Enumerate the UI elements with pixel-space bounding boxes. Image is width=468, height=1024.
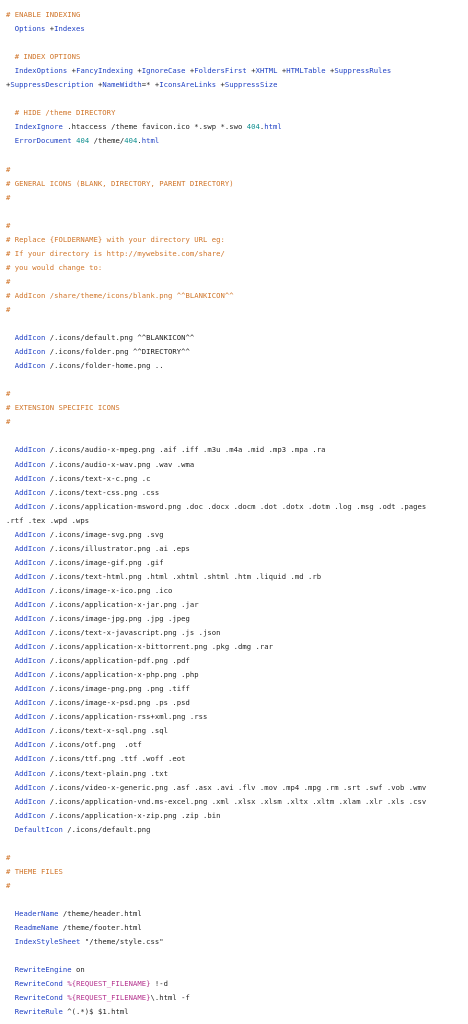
keyword-token: AddIcon bbox=[14, 810, 46, 820]
text-token bbox=[6, 488, 15, 497]
comment-token: # ENABLE INDEXING bbox=[6, 10, 81, 19]
keyword-token: DefaultIcon bbox=[14, 824, 63, 834]
keyword-token: AddIcon bbox=[14, 740, 46, 750]
keyword-token: ErrorDocument bbox=[14, 136, 72, 146]
text-token: /.icons/image-jpg.png .jpg .jpeg bbox=[45, 614, 190, 624]
variable-token: %{REQUEST_FILENAME} bbox=[67, 979, 151, 989]
code-line bbox=[6, 163, 466, 177]
code-line bbox=[6, 331, 466, 345]
text-token: ^(.*)$ $1.html bbox=[62, 1007, 129, 1017]
text-token: /.icons/audio-x-mpeg.png .aif .iff .m3u .m4a .mid .mp3 .mpa .ra bbox=[45, 445, 326, 455]
text-token: /.icons/text-x-sql.png .sql bbox=[45, 726, 168, 736]
keyword-token: IndexStyleSheet bbox=[14, 937, 81, 947]
keyword-token: AddIcon bbox=[14, 487, 46, 497]
text-token: "/theme/style.css" bbox=[80, 937, 164, 947]
keyword-token: XHTML bbox=[255, 66, 278, 76]
code-line bbox=[6, 823, 466, 837]
code-line bbox=[6, 795, 466, 809]
keyword-token: FoldersFirst bbox=[194, 66, 247, 76]
text-token: + bbox=[185, 66, 195, 76]
text-token bbox=[6, 783, 15, 792]
code-line bbox=[6, 359, 466, 373]
keyword-token: AddIcon bbox=[14, 361, 46, 371]
code-line bbox=[6, 401, 466, 415]
code-line bbox=[6, 514, 466, 528]
code-line bbox=[6, 148, 466, 162]
keyword-token: AddIcon bbox=[14, 656, 46, 666]
text-token: \.html -f bbox=[150, 993, 190, 1003]
text-token bbox=[6, 979, 15, 988]
comment-token: # EXTENSION SPECIFIC ICONS bbox=[6, 403, 120, 413]
code-line bbox=[6, 387, 466, 401]
text-token bbox=[6, 656, 15, 665]
keyword-token: html bbox=[141, 136, 160, 146]
comment-token: # Replace {FOLDERNAME} with your directory URL eg: bbox=[6, 234, 225, 244]
keyword-token: NameWidth bbox=[102, 80, 142, 90]
keyword-token: AddIcon bbox=[14, 712, 46, 722]
code-line bbox=[6, 612, 466, 626]
code-line bbox=[6, 696, 466, 710]
text-token bbox=[6, 136, 15, 145]
keyword-token: RewriteEngine bbox=[14, 965, 72, 975]
code-line bbox=[6, 458, 466, 472]
code-line bbox=[6, 233, 466, 247]
text-token: !-d bbox=[150, 979, 168, 989]
keyword-token: AddIcon bbox=[14, 599, 46, 609]
code-line bbox=[6, 654, 466, 668]
text-token: + bbox=[45, 24, 55, 34]
code-line bbox=[6, 275, 466, 289]
code-line bbox=[6, 781, 466, 795]
keyword-token: AddIcon bbox=[14, 768, 46, 778]
comment-token: # bbox=[6, 164, 11, 174]
text-token: /.icons/application-x-bittorrent.png .pkg .dmg .rar bbox=[45, 642, 274, 652]
text-token: /.icons/text-html.png .html .xhtml .shtml .htm .liquid .md .rb bbox=[45, 571, 322, 581]
text-token bbox=[6, 460, 15, 469]
text-token bbox=[6, 600, 15, 609]
code-line bbox=[6, 949, 466, 963]
number-token: 404 bbox=[246, 122, 260, 132]
code-line bbox=[6, 36, 466, 50]
keyword-token: IconsAreLinks bbox=[159, 80, 217, 90]
text-token bbox=[6, 530, 15, 539]
text-token bbox=[6, 572, 15, 581]
code-editor[interactable] bbox=[6, 8, 466, 1019]
text-token: /.icons/text-plain.png .txt bbox=[45, 768, 168, 778]
comment-token: # bbox=[6, 880, 11, 890]
code-line bbox=[6, 668, 466, 682]
text-token: /.icons/default.png bbox=[62, 824, 151, 834]
code-line bbox=[6, 247, 466, 261]
text-token: /.icons/text-x-c.png .c bbox=[45, 473, 151, 483]
text-token bbox=[6, 108, 15, 117]
code-line bbox=[6, 50, 466, 64]
text-token: + bbox=[132, 66, 142, 76]
code-line bbox=[6, 78, 466, 92]
code-line bbox=[6, 177, 466, 191]
text-token: /theme/ bbox=[89, 136, 125, 146]
keyword-token: AddIcon bbox=[14, 543, 46, 553]
code-line bbox=[6, 472, 466, 486]
keyword-token: AddIcon bbox=[14, 698, 46, 708]
keyword-token: AddIcon bbox=[14, 782, 46, 792]
text-token bbox=[6, 52, 15, 61]
text-token: /.icons/default.png ^^BLANKICON^^ bbox=[45, 333, 195, 343]
comment-token: # GENERAL ICONS (BLANK, DIRECTORY, PARENT DIRECTORY) bbox=[6, 178, 234, 188]
code-line bbox=[6, 289, 466, 303]
text-token: .htaccess /theme favicon.ico *.swp *.swo bbox=[62, 122, 247, 132]
code-line bbox=[6, 303, 466, 317]
comment-token: # INDEX OPTIONS bbox=[14, 52, 81, 62]
keyword-token: SuppressSize bbox=[224, 80, 278, 90]
keyword-token: AddIcon bbox=[14, 684, 46, 694]
keyword-token: IndexIgnore bbox=[14, 122, 63, 132]
comment-token: # AddIcon /share/theme/icons/blank.png ^^BLANKICON^^ bbox=[6, 290, 234, 300]
text-token: /.icons/application-x-php.png .php bbox=[45, 670, 199, 680]
text-token: /.icons/illustrator.png .ai .eps bbox=[45, 543, 190, 553]
code-line bbox=[6, 991, 466, 1005]
code-line bbox=[6, 261, 466, 275]
code-line bbox=[6, 556, 466, 570]
text-token bbox=[6, 965, 15, 974]
text-token bbox=[6, 628, 15, 637]
text-token bbox=[6, 586, 15, 595]
text-token bbox=[6, 754, 15, 763]
code-line bbox=[6, 500, 466, 514]
code-line bbox=[6, 120, 466, 134]
text-token: + bbox=[67, 66, 77, 76]
keyword-token: ReadmeName bbox=[14, 923, 59, 933]
code-line bbox=[6, 963, 466, 977]
code-line bbox=[6, 724, 466, 738]
code-line bbox=[6, 879, 466, 893]
text-token: /.icons/image-gif.png .gif bbox=[45, 557, 164, 567]
code-line bbox=[6, 570, 466, 584]
text-token: /.icons/application-msword.png .doc .docx .docm .dot .dotx .dotm .log .msg .odt .pages bbox=[45, 501, 427, 511]
text-token: + bbox=[6, 80, 11, 90]
text-token bbox=[6, 993, 15, 1002]
text-token bbox=[6, 347, 15, 356]
variable-token: %{REQUEST_FILENAME} bbox=[67, 993, 151, 1003]
comment-token: # bbox=[6, 220, 11, 230]
comment-token: # bbox=[6, 417, 11, 427]
keyword-token: RewriteCond bbox=[14, 979, 63, 989]
code-line bbox=[6, 893, 466, 907]
keyword-token: AddIcon bbox=[14, 670, 46, 680]
keyword-token: FancyIndexing bbox=[76, 66, 133, 76]
text-token: /.icons/image-x-ico.png .ico bbox=[45, 585, 173, 595]
text-token bbox=[6, 558, 15, 567]
text-token bbox=[6, 66, 15, 75]
code-line bbox=[6, 429, 466, 443]
code-line bbox=[6, 598, 466, 612]
code-line bbox=[6, 907, 466, 921]
code-line bbox=[6, 373, 466, 387]
keyword-token: SuppressDescription bbox=[10, 80, 94, 90]
text-token bbox=[6, 361, 15, 370]
keyword-token: AddIcon bbox=[14, 459, 46, 469]
text-token: /.icons/image-svg.png .svg bbox=[45, 529, 164, 539]
text-token: /.icons/folder.png ^^DIRECTORY^^ bbox=[45, 347, 190, 357]
text-token: /.icons/application-vnd.ms-excel.png .xml .xlsx .xlsm .xltx .xltm .xlam .xlr .xls .csv bbox=[45, 796, 427, 806]
text-token: /.icons/video-x-generic.png .asf .asx .avi .flv .mov .mp4 .mpg .rm .srt .swf .vob .wmv bbox=[45, 782, 427, 792]
keyword-token: AddIcon bbox=[14, 473, 46, 483]
keyword-token: AddIcon bbox=[14, 614, 46, 624]
code-line bbox=[6, 710, 466, 724]
text-token: /.icons/image-x-psd.png .ps .psd bbox=[45, 698, 190, 708]
text-token bbox=[6, 769, 15, 778]
text-token: . bbox=[259, 122, 265, 132]
keyword-token: Indexes bbox=[54, 24, 85, 34]
code-line bbox=[6, 865, 466, 879]
keyword-token: AddIcon bbox=[14, 333, 46, 343]
code-line bbox=[6, 682, 466, 696]
number-token: 404 bbox=[76, 136, 90, 146]
comment-token: # HIDE /theme DIRECTORY bbox=[14, 108, 116, 118]
text-token: + bbox=[93, 80, 103, 90]
code-line bbox=[6, 921, 466, 935]
code-line bbox=[6, 752, 466, 766]
code-line bbox=[6, 809, 466, 823]
keyword-token: html bbox=[264, 122, 282, 132]
code-line bbox=[6, 767, 466, 781]
code-line bbox=[6, 738, 466, 752]
code-line bbox=[6, 542, 466, 556]
text-token bbox=[6, 740, 15, 749]
keyword-token: AddIcon bbox=[14, 557, 46, 567]
text-token bbox=[6, 502, 15, 511]
code-line bbox=[6, 837, 466, 851]
text-token bbox=[6, 1007, 15, 1016]
text-token: /theme/header.html bbox=[58, 909, 142, 918]
keyword-token: AddIcon bbox=[14, 628, 46, 638]
text-token bbox=[6, 474, 15, 483]
text-token bbox=[6, 544, 15, 553]
code-line bbox=[6, 317, 466, 331]
comment-token: # THEME FILES bbox=[6, 866, 63, 876]
code-line bbox=[6, 64, 466, 78]
text-token: /.icons/text-css.png .css bbox=[45, 487, 160, 497]
text-token: + bbox=[216, 80, 225, 90]
text-token bbox=[6, 726, 15, 735]
code-line bbox=[6, 205, 466, 219]
code-line bbox=[6, 92, 466, 106]
text-token: /.icons/image-png.png .png .tiff bbox=[45, 684, 190, 694]
comment-token: # bbox=[6, 192, 11, 202]
code-line bbox=[6, 191, 466, 205]
text-token bbox=[6, 698, 15, 707]
text-token bbox=[6, 24, 15, 33]
code-line bbox=[6, 851, 466, 865]
text-token: /.icons/application-x-zip.png .zip .bin bbox=[45, 810, 221, 820]
keyword-token: AddIcon bbox=[14, 754, 46, 764]
code-line bbox=[6, 977, 466, 991]
keyword-token: RewriteRule bbox=[14, 1007, 63, 1017]
code-line bbox=[6, 443, 466, 457]
comment-token: # bbox=[6, 389, 11, 399]
text-token: + bbox=[246, 66, 256, 76]
comment-token: # bbox=[6, 852, 11, 862]
code-line bbox=[6, 1005, 466, 1019]
text-token bbox=[6, 712, 15, 721]
text-token bbox=[6, 614, 15, 623]
text-token: on bbox=[71, 965, 85, 975]
code-line bbox=[6, 640, 466, 654]
text-token bbox=[6, 909, 15, 918]
code-line bbox=[6, 626, 466, 640]
comment-token: # you would change to: bbox=[6, 262, 103, 272]
keyword-token: IgnoreCase bbox=[141, 66, 186, 76]
code-line bbox=[6, 584, 466, 598]
text-token bbox=[6, 797, 15, 806]
text-token bbox=[6, 445, 15, 454]
code-line bbox=[6, 528, 466, 542]
text-token bbox=[6, 670, 15, 679]
comment-token: # bbox=[6, 276, 11, 286]
number-token: 404 bbox=[124, 136, 138, 146]
keyword-token: HeaderName bbox=[14, 909, 59, 918]
text-token: /.icons/ttf.png .ttf .woff .eot bbox=[45, 754, 186, 764]
text-token: =* + bbox=[141, 80, 160, 90]
keyword-token: AddIcon bbox=[14, 642, 46, 652]
keyword-token: AddIcon bbox=[14, 347, 46, 357]
keyword-token: AddIcon bbox=[14, 501, 46, 511]
keyword-token: AddIcon bbox=[14, 585, 46, 595]
text-token bbox=[6, 642, 15, 651]
keyword-token: AddIcon bbox=[14, 445, 46, 455]
text-token: /.icons/application-x-jar.png .jar bbox=[45, 599, 199, 609]
text-token: /.icons/otf.png .otf bbox=[45, 740, 142, 750]
text-token: + bbox=[277, 66, 287, 76]
comment-token: # bbox=[6, 304, 11, 314]
code-line bbox=[6, 22, 466, 36]
text-token bbox=[6, 937, 15, 946]
code-line bbox=[6, 345, 466, 359]
text-token: /.icons/application-rss+xml.png .rss bbox=[45, 712, 208, 722]
text-token: .rtf .tex .wpd .wps bbox=[6, 515, 90, 525]
keyword-token: HTMLTable bbox=[286, 66, 326, 76]
comment-token: # If your directory is http://mywebsite.com/share/ bbox=[6, 248, 225, 258]
keyword-token: RewriteCond bbox=[14, 993, 63, 1003]
text-token bbox=[6, 811, 15, 820]
code-line bbox=[6, 415, 466, 429]
text-token: /.icons/application-pdf.png .pdf bbox=[45, 656, 190, 666]
text-token bbox=[6, 122, 15, 131]
code-line bbox=[6, 935, 466, 949]
keyword-token: SuppressRules bbox=[334, 66, 392, 76]
keyword-token: AddIcon bbox=[14, 529, 46, 539]
text-token: /.icons/text-x-javascript.png .js .json bbox=[45, 628, 221, 638]
text-token bbox=[6, 825, 15, 834]
text-token: + bbox=[325, 66, 335, 76]
keyword-token: AddIcon bbox=[14, 726, 46, 736]
code-line bbox=[6, 486, 466, 500]
text-token bbox=[6, 333, 15, 342]
keyword-token: AddIcon bbox=[14, 796, 46, 806]
text-token bbox=[6, 684, 15, 693]
text-token: /.icons/audio-x-wav.png .wav .wma bbox=[45, 459, 195, 469]
keyword-token: AddIcon bbox=[14, 571, 46, 581]
code-line bbox=[6, 134, 466, 148]
code-line bbox=[6, 8, 466, 22]
code-line bbox=[6, 219, 466, 233]
text-token: /theme/footer.html bbox=[58, 923, 142, 933]
keyword-token: Options bbox=[14, 24, 46, 34]
text-token bbox=[6, 923, 15, 932]
code-line bbox=[6, 106, 466, 120]
text-token: /.icons/folder-home.png .. bbox=[45, 361, 164, 371]
text-token: . bbox=[137, 136, 142, 146]
keyword-token: IndexOptions bbox=[14, 66, 68, 76]
